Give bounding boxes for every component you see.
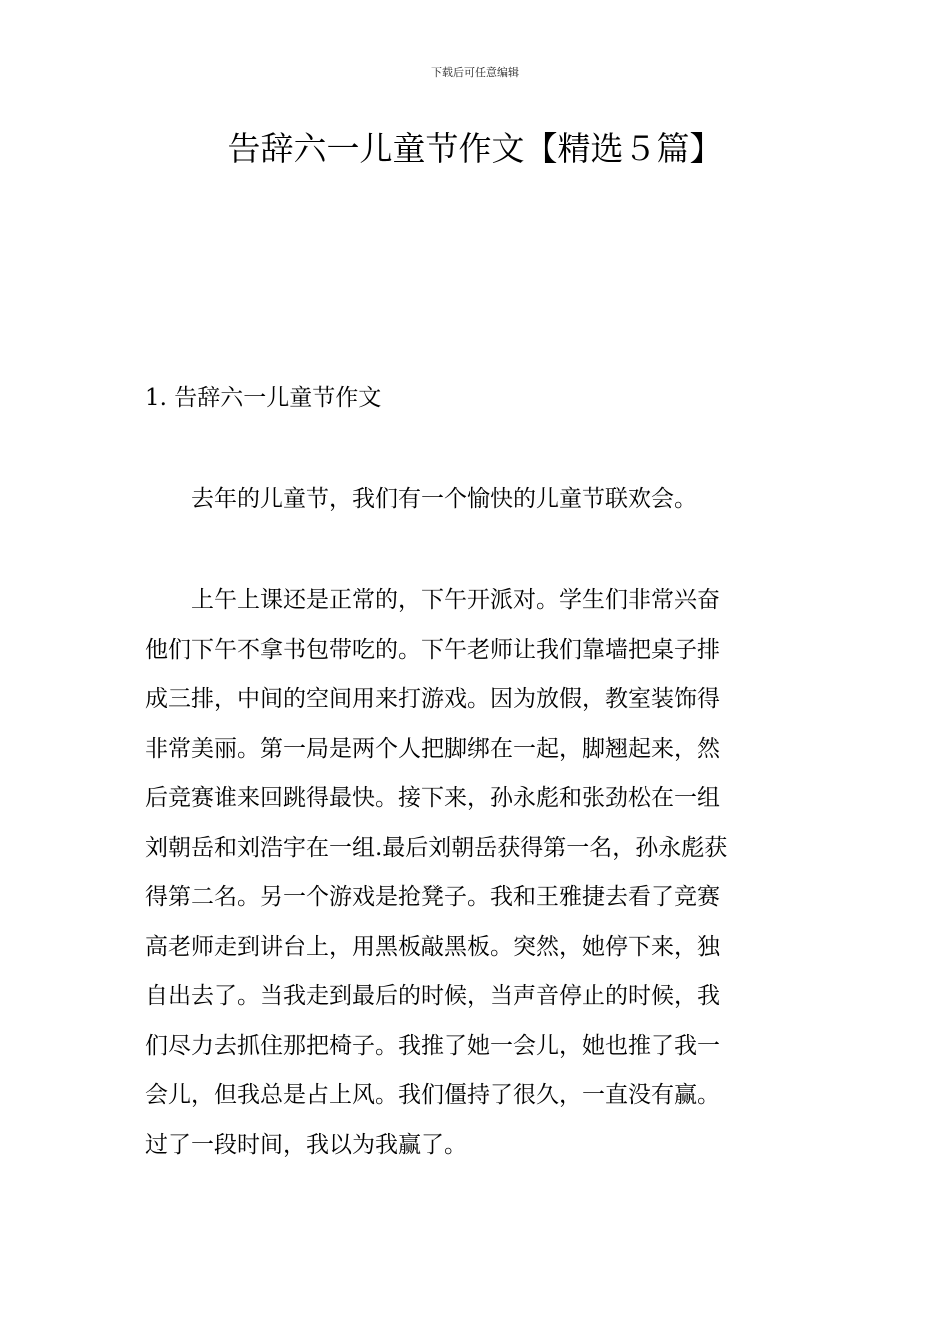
header-note: 下载后可任意编辑: [431, 66, 519, 79]
document-title: 告辞六一儿童节作文【精选５篇】: [227, 129, 723, 168]
paragraph-1: 去年的儿童节，我们有一个愉快的儿童节联欢会。: [191, 486, 697, 512]
section-heading: 1. 告辞六一儿童节作文: [145, 385, 382, 411]
paragraph-2: 上午上课还是正常的，下午开派对。学生们非常兴奋 他们下午不拿书包带吃的。下午老师让我们靠墙把桌子排 成三排，中间的空间用来打游戏。因为放假，教室装饰得 非常美丽。第一局是两个人把脚绑在一起，脚翘起来，然 后竞赛谁来回跳得最快。接下来，孙永彪和张劲松在一组 刘朝岳和刘浩宇在一组.最后刘朝岳获得第一名，孙永彪获 得第二名。另一个游戏是抢凳子。我和王雅捷去看了竞赛 高老师走到讲台上，用黑板敲黑板。突然，她停下来，独 自出去了。当我走到最后的时候，当声音停止的时候，我 们尽力去抓住那把椅子。我推了她一会儿，她也推了我一 会儿，但我总是占上风。我们僵持了很久，一直没有赢。 过了一段时间，我以为我赢了。: [145, 587, 728, 1158]
